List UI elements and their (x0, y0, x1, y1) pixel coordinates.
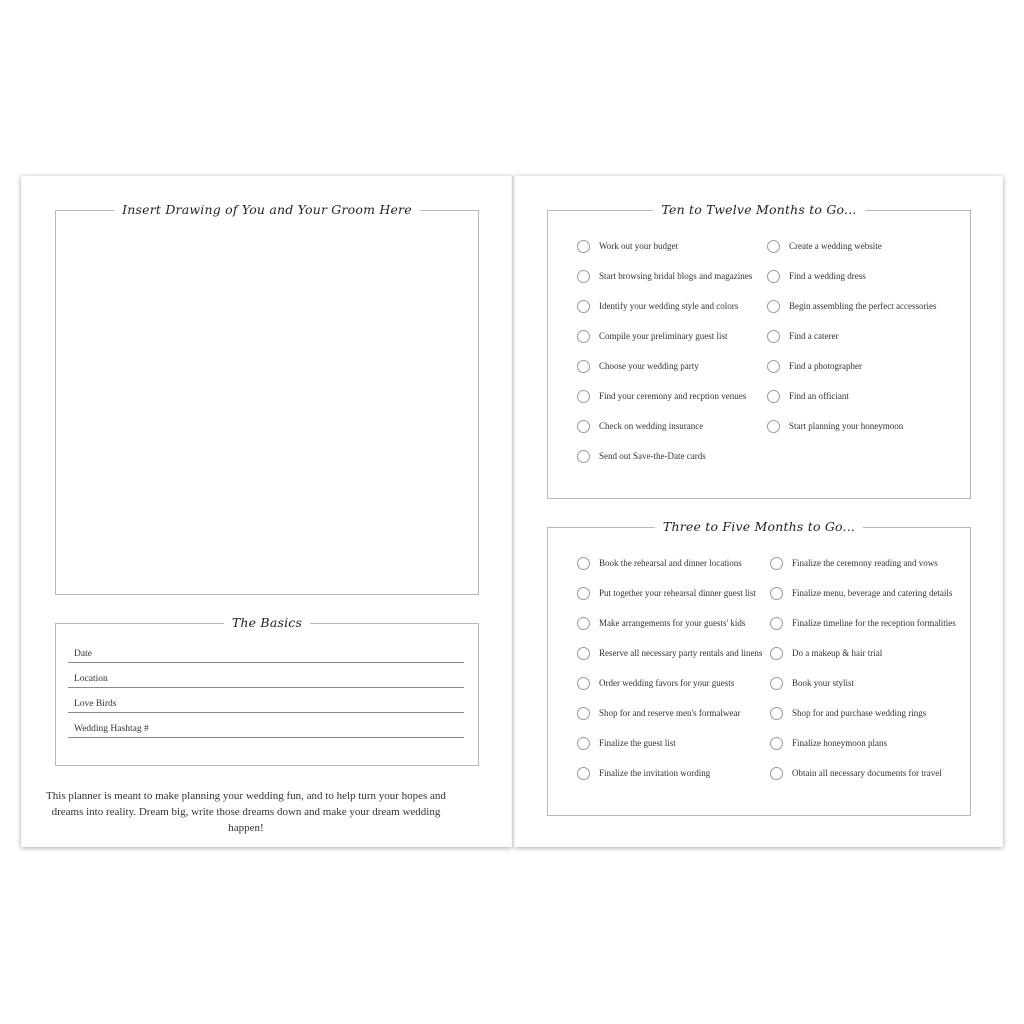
intro-text: This planner is meant to make planning your wedding fun, and to help turn your hopes and dreams into reality. Dream big, write those dreams down and make your dream wedding happen! (46, 790, 446, 834)
three-to-five-right-item-label: Finalize menu, beverage and catering details (792, 588, 953, 598)
ten-to-twelve-left-item-label: Check on wedding insurance (599, 421, 704, 431)
checkbox-circle-icon[interactable] (577, 360, 590, 373)
basics-box (55, 615, 479, 766)
checkbox-circle-icon[interactable] (770, 617, 783, 630)
checkbox-circle-icon[interactable] (577, 390, 590, 403)
three-to-five-right-checklist-item[interactable] (770, 766, 942, 780)
three-to-five-right-checklist-item[interactable] (770, 646, 882, 660)
checkbox-circle-icon[interactable] (577, 737, 590, 750)
three-to-five-right-checklist-item[interactable] (770, 586, 952, 600)
checkbox-circle-icon[interactable] (770, 677, 783, 690)
ten-to-twelve-left-checklist-item[interactable] (577, 419, 703, 433)
ten-to-twelve-right-item-label: Begin assembling the perfect accessories (789, 301, 937, 311)
three-to-five-right-checklist-item[interactable] (770, 676, 854, 690)
three-to-five-left-item-label: Shop for and reserve men's formalwear (599, 708, 741, 718)
checkbox-circle-icon[interactable] (577, 240, 590, 253)
ten-to-twelve-left-item-label: Find your ceremony and recption venues (599, 391, 747, 401)
three-to-five-right-item-label: Do a makeup & hair trial (792, 648, 883, 658)
checkbox-circle-icon[interactable] (577, 647, 590, 660)
checkbox-circle-icon[interactable] (770, 647, 783, 660)
three-to-five-left-checklist-item[interactable] (577, 586, 756, 600)
hashtag-field[interactable] (68, 715, 464, 738)
three-to-five-right-checklist-item[interactable] (770, 556, 938, 570)
ten-to-twelve-left-item-label: Work out your budget (599, 241, 679, 251)
checkbox-circle-icon[interactable] (767, 330, 780, 343)
checkbox-circle-icon[interactable] (577, 420, 590, 433)
ten-to-twelve-right-item-label: Start planning your honeymoon (789, 421, 904, 431)
ten-to-twelve-right-item-label: Create a wedding website (789, 241, 882, 251)
three-to-five-title: Three to Five Months to Go... (655, 519, 863, 534)
checkbox-circle-icon[interactable] (577, 707, 590, 720)
three-to-five-right-checklist-item[interactable] (770, 706, 926, 720)
checkbox-circle-icon[interactable] (770, 707, 783, 720)
checkbox-circle-icon[interactable] (767, 360, 780, 373)
three-to-five-left-item-label: Finalize the invitation wording (599, 768, 711, 778)
ten-to-twelve-left-checklist-item[interactable] (577, 329, 727, 343)
checkbox-circle-icon[interactable] (767, 240, 780, 253)
three-to-five-left-item-label: Finalize the guest list (599, 738, 676, 748)
ten-to-twelve-left-checklist-item[interactable] (577, 299, 738, 313)
ten-to-twelve-left-item-label: Compile your preliminary guest list (599, 331, 728, 341)
checkbox-circle-icon[interactable] (767, 270, 780, 283)
three-to-five-left-checklist-item[interactable] (577, 556, 742, 570)
three-to-five-left-checklist-item[interactable] (577, 706, 740, 720)
three-to-five-left-checklist-item[interactable] (577, 766, 710, 780)
ten-to-twelve-right-item-label: Find a caterer (789, 331, 839, 341)
checkbox-circle-icon[interactable] (577, 617, 590, 630)
ten-to-twelve-right-checklist-item[interactable] (767, 359, 862, 373)
date-label: Date (74, 649, 92, 659)
checkbox-circle-icon[interactable] (577, 557, 590, 570)
three-to-five-left-checklist-item[interactable] (577, 676, 734, 690)
three-to-five-left-item-label: Put together your rehearsal dinner guest list (599, 588, 756, 598)
ten-to-twelve-right-item-label: Find a photographer (789, 361, 862, 371)
hashtag-label: Wedding Hashtag # (74, 724, 149, 734)
ten-to-twelve-right-item-label: Find a wedding dress (789, 271, 866, 281)
checkbox-circle-icon[interactable] (770, 557, 783, 570)
ten-to-twelve-left-checklist-item[interactable] (577, 389, 746, 403)
love-birds-label: Love Birds (74, 699, 117, 709)
ten-to-twelve-right-checklist-item[interactable] (767, 239, 882, 253)
ten-to-twelve-left-item-label: Start browsing bridal blogs and magazines (599, 271, 753, 281)
checkbox-circle-icon[interactable] (767, 390, 780, 403)
three-to-five-left-checklist-item[interactable] (577, 616, 745, 630)
checkbox-circle-icon[interactable] (577, 270, 590, 283)
location-field[interactable] (68, 665, 464, 688)
checkbox-circle-icon[interactable] (577, 450, 590, 463)
three-to-five-right-item-label: Book your stylist (792, 678, 855, 688)
checkbox-circle-icon[interactable] (577, 330, 590, 343)
three-to-five-right-checklist-item[interactable] (770, 616, 956, 630)
ten-to-twelve-left-checklist-item[interactable] (577, 269, 752, 283)
ten-to-twelve-box (547, 202, 971, 499)
checkbox-circle-icon[interactable] (767, 300, 780, 313)
three-to-five-right-item-label: Finalize timeline for the reception formalities (792, 618, 956, 628)
ten-to-twelve-left-checklist-item[interactable] (577, 449, 706, 463)
checkbox-circle-icon[interactable] (577, 677, 590, 690)
ten-to-twelve-right-checklist-item[interactable] (767, 329, 838, 343)
checkbox-circle-icon[interactable] (770, 767, 783, 780)
three-to-five-box (547, 519, 971, 816)
checkbox-circle-icon[interactable] (577, 300, 590, 313)
ten-to-twelve-left-checklist-item[interactable] (577, 359, 699, 373)
ten-to-twelve-right-checklist-item[interactable] (767, 389, 849, 403)
ten-to-twelve-left-item-label: Send out Save-the-Date cards (599, 451, 706, 461)
three-to-five-left-checklist-item[interactable] (577, 646, 762, 660)
ten-to-twelve-right-checklist-item[interactable] (767, 419, 903, 433)
drawing-box-title: Insert Drawing of You and Your Groom Here (114, 202, 420, 217)
three-to-five-right-item-label: Finalize the ceremony reading and vows (792, 558, 938, 568)
three-to-five-left-item-label: Reserve all necessary party rentals and linens (599, 648, 763, 658)
ten-to-twelve-left-checklist-item[interactable] (577, 239, 678, 253)
checkbox-circle-icon[interactable] (770, 587, 783, 600)
basics-title: The Basics (224, 615, 310, 630)
location-label: Location (74, 674, 108, 684)
ten-to-twelve-left-item-label: Choose your wedding party (599, 361, 699, 371)
three-to-five-right-item-label: Finalize honeymoon plans (792, 738, 887, 748)
ten-to-twelve-left-item-label: Identify your wedding style and colors (599, 301, 739, 311)
checkbox-circle-icon[interactable] (577, 587, 590, 600)
checkbox-circle-icon[interactable] (577, 767, 590, 780)
drawing-box (55, 202, 479, 595)
ten-to-twelve-right-item-label: Find an officiant (789, 391, 849, 401)
checkbox-circle-icon[interactable] (770, 737, 783, 750)
three-to-five-right-item-label: Shop for and purchase wedding rings (792, 708, 927, 718)
three-to-five-right-item-label: Obtain all necessary documents for travel (792, 768, 942, 778)
three-to-five-left-checklist-item[interactable] (577, 736, 676, 750)
three-to-five-left-item-label: Order wedding favors for your guests (599, 678, 735, 688)
ten-to-twelve-title: Ten to Twelve Months to Go... (653, 202, 864, 217)
three-to-five-right-checklist-item[interactable] (770, 736, 887, 750)
ten-to-twelve-right-checklist-item[interactable] (767, 299, 936, 313)
ten-to-twelve-right-checklist-item[interactable] (767, 269, 866, 283)
checkbox-circle-icon[interactable] (767, 420, 780, 433)
date-field[interactable] (68, 640, 464, 663)
three-to-five-left-item-label: Book the rehearsal and dinner locations (599, 558, 742, 568)
love-birds-field[interactable] (68, 690, 464, 713)
book-spine (512, 176, 515, 847)
three-to-five-left-item-label: Make arrangements for your guests' kids (599, 618, 746, 628)
